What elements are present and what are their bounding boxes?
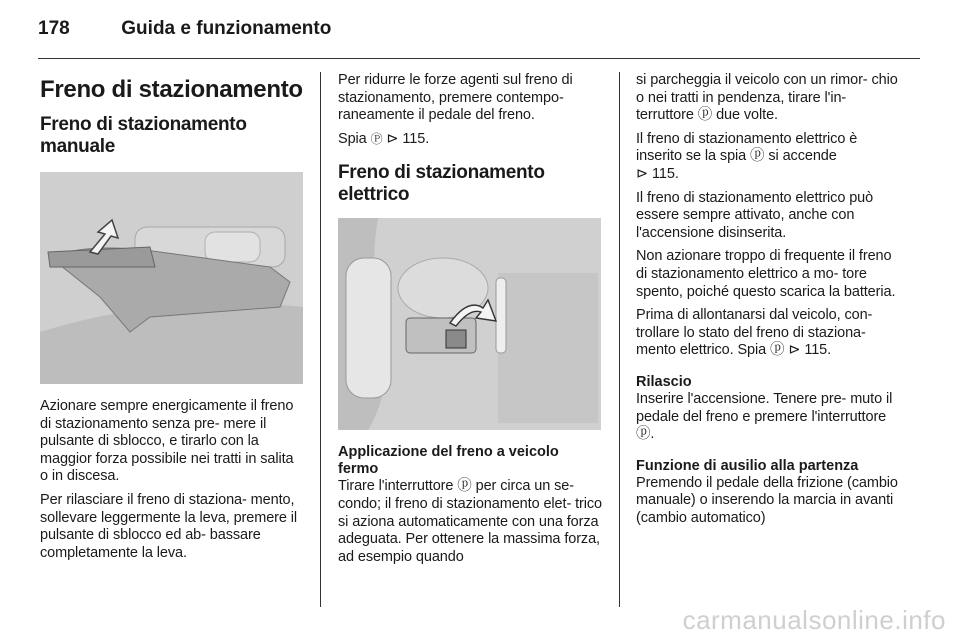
header-rule bbox=[38, 58, 920, 59]
paragraph: Prima di allontanarsi dal veicolo, con- trollare lo stato del freno di staziona- mento elettrico. Spia ⓟ ⊳ 115. bbox=[636, 307, 873, 359]
electric-brake-heading: Freno di stazionamento elettrico bbox=[338, 162, 545, 206]
static-application-subheading: Applicazione del freno a veicolo fermo bbox=[338, 444, 559, 478]
manual-handbrake-illustration bbox=[40, 172, 303, 384]
electric-brake-switch-illustration bbox=[338, 218, 601, 430]
paragraph: Inserire l'accensione. Tenere pre- muto il pedale del freno e premere l'interruttore ⓟ. bbox=[636, 390, 893, 443]
paragraph: Tirare l'interruttore ⓟ per circa un se- condo; il freno di stazionamento elet- trico si aziona automaticamente con una forza adeguata. Per ottenere la massima forza, ad esempio quando bbox=[338, 478, 602, 565]
watermark: carmanualsonline.info bbox=[682, 605, 946, 635]
paragraph: Non azionare troppo di frequente il freno di stazionamento elettrico a mo- tore spento, poiché questo scarica la batteria. bbox=[636, 248, 896, 300]
paragraph: Per rilasciare il freno di staziona- mento, sollevare leggermente la leva, premere il pulsante di sblocco ed ab- bassare completamente la leva. bbox=[40, 491, 298, 561]
paragraph: Premendo il pedale della frizione (cambio manuale) o inserendo la marcia in avanti (cambio automatico) bbox=[636, 474, 898, 526]
warning-light-reference: Spia Ⓟ ⊳ 115. bbox=[338, 130, 430, 147]
paragraph: Il freno di stazionamento elettrico può essere sempre attivato, anche con l'accensione disinserita. bbox=[636, 189, 874, 241]
paragraph: si parcheggia il veicolo con un rimor- chio o nei tratti in pendenza, tirare l'in- terruttore ⓟ due volte. bbox=[636, 72, 898, 124]
section-heading: Freno di stazionamento bbox=[40, 76, 303, 103]
page-reference-arrow-icon: ⊳ bbox=[636, 165, 649, 182]
manual-brake-heading: Freno di stazionamento manuale bbox=[40, 114, 247, 157]
column-divider-2 bbox=[619, 72, 620, 607]
release-subheading: Rilascio bbox=[636, 373, 692, 390]
column-1 bbox=[40, 72, 305, 568]
paragraph: Per ridurre le forze agenti sul freno di stazionamento, premere contempo- raneamente il pedale del freno. bbox=[338, 72, 573, 124]
column-2 bbox=[338, 72, 603, 572]
parking-brake-warning-icon: Ⓟ bbox=[370, 131, 383, 146]
hill-start-subheading: Funzione di ausilio alla partenza bbox=[636, 457, 859, 474]
paragraph: Il freno di stazionamento elettrico è inserito se la spia ⓟ si accende ⊳ 115. bbox=[636, 130, 858, 182]
page-reference-arrow-icon: ⊳ bbox=[386, 130, 399, 147]
page-number: 178 bbox=[38, 18, 70, 39]
column-3 bbox=[636, 72, 906, 533]
paragraph: Azionare sempre energicamente il freno di stazionamento senza pre- mere il pulsante di sblocco, e tirarlo con la maggior forza possibile nei tratti in salita o in discesa. bbox=[40, 398, 294, 485]
chapter-title: Guida e funzionamento bbox=[121, 18, 332, 39]
column-divider-1 bbox=[320, 72, 321, 607]
page-header bbox=[38, 18, 331, 40]
